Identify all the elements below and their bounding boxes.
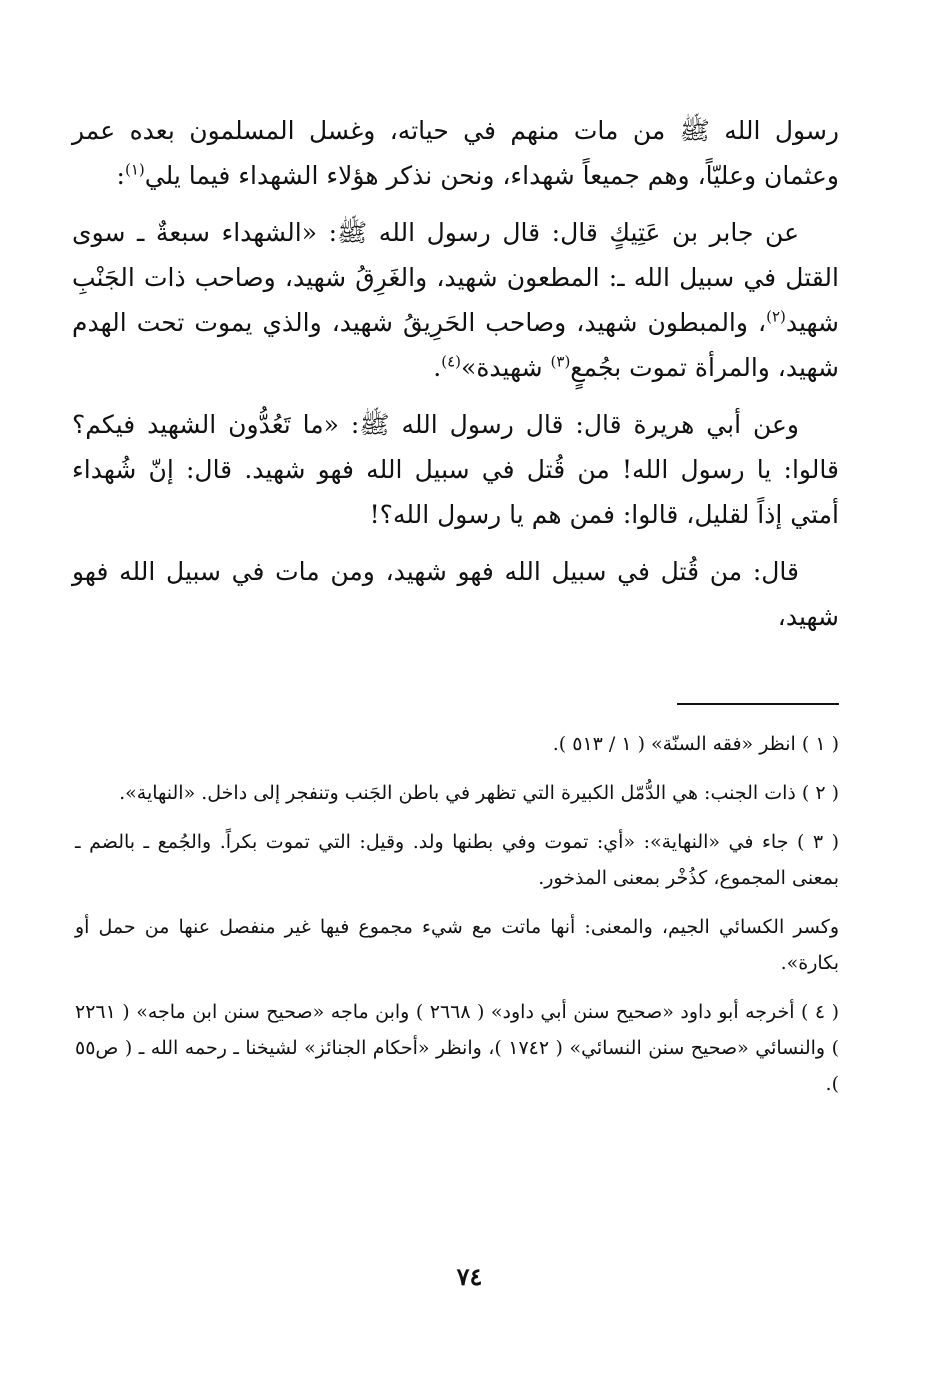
paragraph-1	[72, 108, 839, 198]
footnote-ref-3: (٣)	[550, 352, 571, 371]
paragraph-3: وعن أبي هريرة قال: قال رسول الله ﷺ: «ما تَعُدُّون الشهيد فيكم؟ قالوا: يا رسول الله! من قُتل في سبيل الله فهو شهيد. قال: إنّ شُهداء أمتي إذاً لقليل، قالوا: فمن هم يا رسول الله؟!	[72, 410, 839, 529]
footnote-4: ( ٤ ) أخرجه أبو داود «صحيح سنن أبي داود» ( ٢٦٦٨ ) وابن ماجه «صحيح سنن ابن ماجه» ( ٢٢٦١ ) والنسائي «صحيح سنن النسائي» ( ١٧٤٢ )، وانظر «أحكام الجنائز» لشيخنا ـ رحمه الله ـ ( ص٥٥ ).	[75, 1001, 839, 1095]
main-text	[72, 108, 839, 639]
paragraph-2-end: .	[433, 353, 442, 382]
paragraph-2-text-c: شهيدة»	[461, 353, 551, 382]
paragraph-1-text: رسول الله ﷺ من مات منهم في حياته، وغسل المسلمون بعده عمر وعثمان وعليّاً، وهم جميعاً شهداء، ونحن نذكر هؤلاء الشهداء فيما يلي	[72, 116, 839, 190]
paragraph-1-end: :	[116, 161, 125, 190]
footnote-divider	[677, 703, 839, 705]
footnote-ref-2: (٢)	[766, 307, 786, 326]
footnote-3-continued: وكسر الكسائي الجيم، والمعنى: أنها ماتت مع شيء مجموع فيها غير منفصل عنها من حمل أو بكارة».	[75, 916, 839, 974]
paragraph-2-text-a: عن جابر بن عَتِيكٍ قال: قال رسول الله ﷺ: «الشهداء سبعةٌ ـ سوى القتل في سبيل الله ـ: المطعون شهيد، والغَرِقُ شهيد، وصاحب ذات الجَنْبِ شهيد	[72, 218, 839, 337]
footnote-3: ( ٣ ) جاء في «النهاية»: «أي: تموت وفي بطنها ولد. وقيل: التي تموت بكراً. والجُمع ـ بالضم ـ بمعنى المجموع، كذُخْر بمعنى المذخور.	[75, 831, 839, 889]
footnote-2: ( ٢ ) ذات الجنب: هي الدُّمّل الكبيرة التي تظهر في باطن الجَنب وتنفجر إلى داخل. «النهاية».	[119, 782, 839, 804]
footnote-ref-1: (١)	[124, 160, 145, 179]
footnote-ref-4: (٤)	[441, 352, 462, 371]
paragraph-2-text-b: ، والمبطون شهيد، وصاحب الحَرِيقُ شهيد، والذي يموت تحت الهدم شهيد، والمرأة تموت بجُمعٍ	[72, 308, 839, 382]
footnote-1: ( ١ ) انظر «فقه السنّة» ( ١ / ٥١٣ ).	[552, 733, 839, 755]
paragraph-4: قال: من قُتل في سبيل الله فهو شهيد، ومن مات في سبيل الله فهو شهيد،	[72, 557, 839, 631]
paragraph-2	[72, 210, 839, 390]
footnotes	[75, 726, 839, 1115]
page-number: ٧٤	[456, 1262, 483, 1291]
